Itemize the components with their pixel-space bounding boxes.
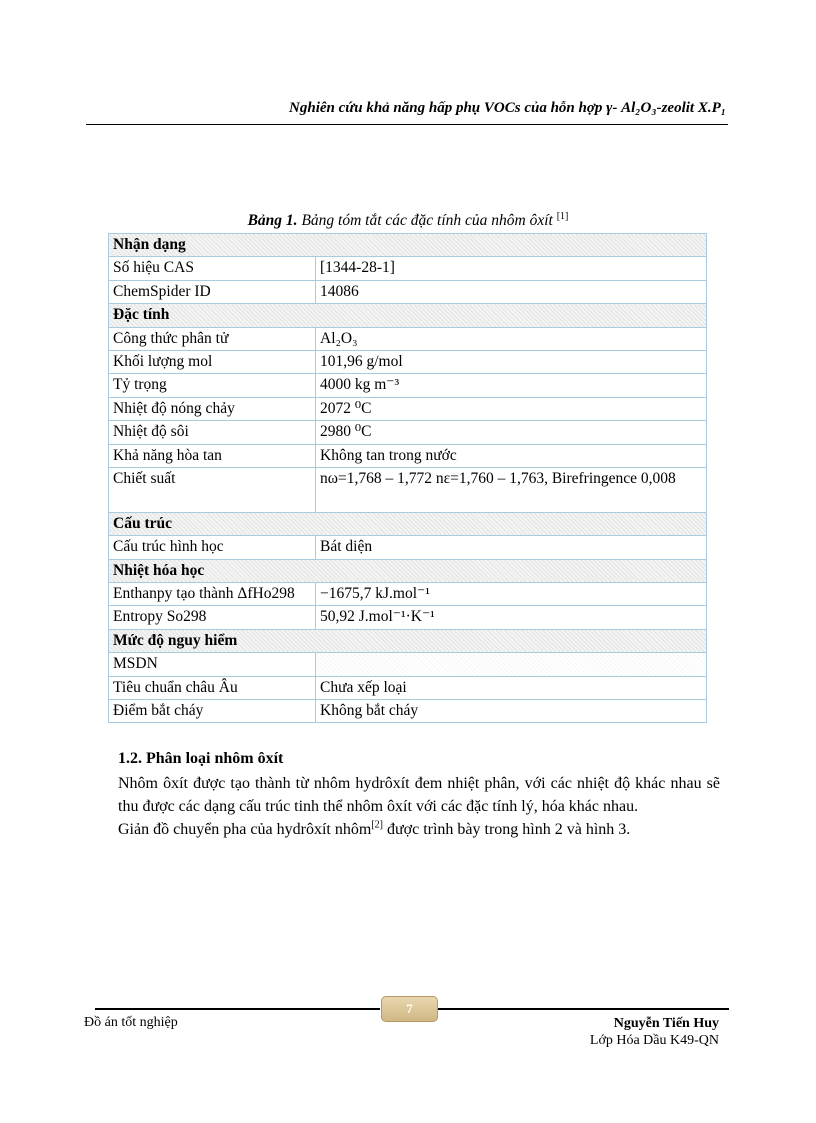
row-label: Tỷ trọng xyxy=(109,374,316,397)
section-structure: Cấu trúc xyxy=(109,512,707,535)
row-value: Al₂O₃ xyxy=(316,327,707,350)
row-value: Bát diện xyxy=(316,536,707,559)
table-row xyxy=(109,421,707,444)
running-header: Nghiên cứu khả năng hấp phụ VOCs của hỗn hợp γ- Al₂O₃-zeolit X.P₁ xyxy=(289,100,726,116)
section-thermochemistry: Nhiệt hóa học xyxy=(109,559,707,582)
table-caption xyxy=(108,212,708,230)
table-row xyxy=(109,374,707,397)
footer-rule-right xyxy=(437,1008,729,1010)
row-label: Nhiệt độ sôi xyxy=(109,421,316,444)
row-value: Chưa xếp loại xyxy=(316,676,707,699)
table-section-row xyxy=(109,559,707,582)
table-row xyxy=(109,676,707,699)
row-label: Công thức phân tử xyxy=(109,327,316,350)
citation-ref: [2] xyxy=(371,819,383,831)
table-section-row xyxy=(109,629,707,652)
row-label: Số hiệu CAS xyxy=(109,257,316,280)
row-value: 4000 kg m⁻³ xyxy=(316,374,707,397)
row-label: Khả năng hòa tan xyxy=(109,444,316,467)
paragraph xyxy=(118,818,720,841)
row-value: 14086 xyxy=(316,280,707,303)
paragraph: Nhôm ôxít được tạo thành từ nhôm hydrôxít đem nhiệt phân, với các nhiệt độ khác nhau sẽ thu được các dạng cấu trúc tinh thể nhôm ôxít với các đặc tính lý, hóa khác nhau. xyxy=(118,775,720,815)
row-value: 101,96 g/mol xyxy=(316,350,707,373)
footer-left-text: Đồ án tốt nghiệp xyxy=(84,1015,178,1030)
header-rule xyxy=(86,124,728,125)
footer-class: Lớp Hóa Dầu K49-QN xyxy=(589,1033,719,1048)
table-row xyxy=(109,280,707,303)
table-section-row xyxy=(109,512,707,535)
section-heading: 1.2. Phân loại nhôm ôxít xyxy=(118,750,284,767)
row-value: Không bắt cháy xyxy=(316,700,707,723)
body-text xyxy=(118,772,720,841)
section-hazards: Mức độ nguy hiểm xyxy=(109,629,707,652)
caption-label: Bảng 1. xyxy=(247,212,298,229)
section-identification: Nhận dạng xyxy=(109,234,707,257)
row-label: Cấu trúc hình học xyxy=(109,536,316,559)
row-label: Chiết suất xyxy=(109,467,316,512)
row-label: Điểm bắt cháy xyxy=(109,700,316,723)
row-value: 2072 ⁰C xyxy=(316,397,707,420)
row-label: Khối lượng mol xyxy=(109,350,316,373)
table-row xyxy=(109,327,707,350)
table-row xyxy=(109,467,707,512)
table-row xyxy=(109,397,707,420)
row-value: nω=1,768 – 1,772 nε=1,760 – 1,763, Birefringence 0,008 xyxy=(316,467,707,512)
table-row xyxy=(109,700,707,723)
page-number-badge: 7 xyxy=(381,996,438,1022)
row-value: Không tan trong nước xyxy=(316,444,707,467)
table-row xyxy=(109,583,707,606)
table-section-row xyxy=(109,234,707,257)
row-label: Nhiệt độ nóng chảy xyxy=(109,397,316,420)
caption-ref: [1] xyxy=(556,210,569,222)
table-row xyxy=(109,257,707,280)
table-row xyxy=(109,536,707,559)
row-value: 2980 ⁰C xyxy=(316,421,707,444)
row-value: −1675,7 kJ.mol⁻¹ xyxy=(316,583,707,606)
table-row xyxy=(109,444,707,467)
row-label: Enthanpy tạo thành ΔfHo298 xyxy=(109,583,316,606)
row-label: ChemSpider ID xyxy=(109,280,316,303)
row-value: 50,92 J.mol⁻¹·K⁻¹ xyxy=(316,606,707,629)
row-label: Entropy So298 xyxy=(109,606,316,629)
properties-table xyxy=(108,233,707,723)
row-label: MSDN xyxy=(109,653,316,676)
section-properties: Đặc tính xyxy=(109,304,707,327)
table-row xyxy=(109,606,707,629)
footer-author-block xyxy=(590,1015,719,1049)
footer-author: Nguyễn Tiến Huy xyxy=(613,1016,719,1031)
row-value-empty xyxy=(316,653,707,676)
caption-text: Bảng tóm tắt các đặc tính của nhôm ôxít xyxy=(297,212,557,229)
row-label: Tiêu chuẩn châu Âu xyxy=(109,676,316,699)
paragraph-text: Giản đồ chuyển pha của hydrôxít nhôm xyxy=(118,821,372,838)
table-row xyxy=(109,350,707,373)
row-value: [1344-28-1] xyxy=(316,257,707,280)
table-row xyxy=(109,653,707,676)
footer-rule-left xyxy=(95,1008,380,1010)
paragraph-text: được trình bày trong hình 2 và hình 3. xyxy=(382,821,631,838)
table-section-row xyxy=(109,304,707,327)
